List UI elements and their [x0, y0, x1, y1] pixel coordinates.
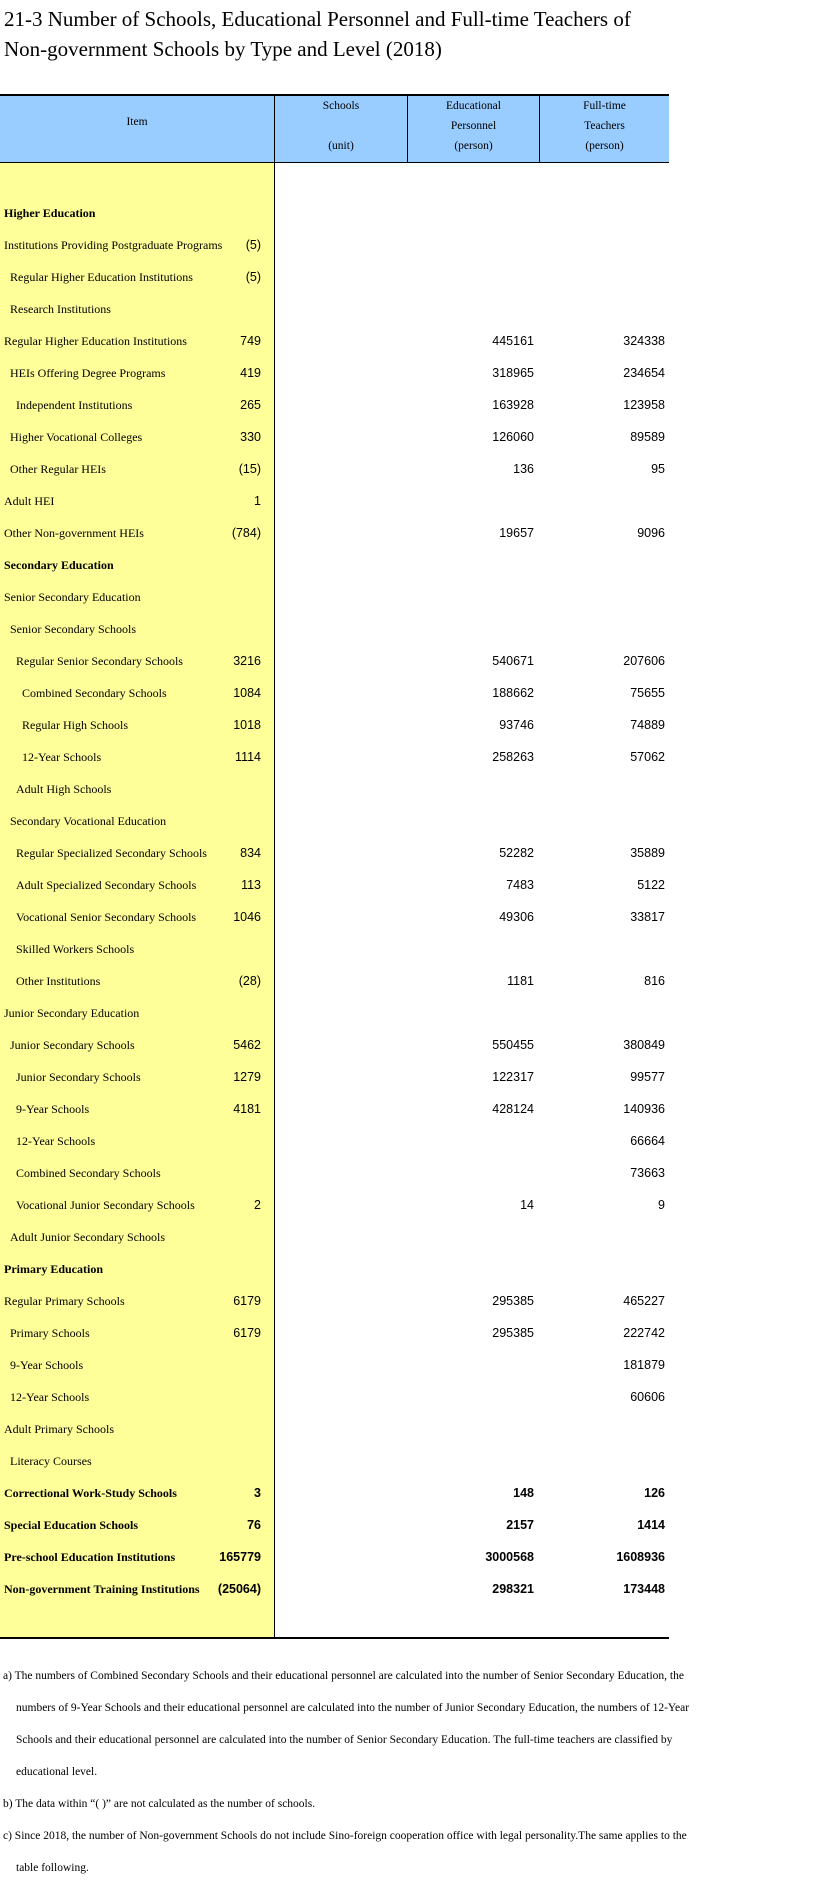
title-line-2: Non-government Schools by Type and Level (2018): [4, 37, 442, 61]
row-label: Adult HEI: [4, 494, 55, 508]
row-label: Other Regular HEIs: [10, 462, 106, 476]
table-row: [0, 453, 669, 485]
personnel-cell: 3000568: [485, 1550, 534, 1564]
table-row: [0, 421, 669, 453]
footnote-line: table following.: [16, 1862, 89, 1874]
header-schools-unit: (unit): [328, 140, 354, 152]
table-row: [0, 197, 669, 229]
header-teachers: [540, 96, 669, 162]
row-label: Secondary Education: [4, 558, 114, 572]
row-label: Vocational Junior Secondary Schools: [16, 1198, 195, 1212]
header-personnel-line-2: Personnel: [450, 120, 497, 132]
header-schools-line-1: Schools: [322, 100, 360, 112]
table-row: [0, 613, 669, 645]
personnel-cell: 19657: [499, 526, 534, 540]
table-bottom-rule: [0, 1637, 669, 1639]
header-item: [0, 96, 274, 162]
row-label: Correctional Work-Study Schools: [4, 1486, 177, 1500]
teachers-cell: 5122: [637, 878, 665, 892]
footnote: [0, 1788, 800, 1820]
teachers-cell: 207606: [623, 654, 665, 668]
row-label: Combined Secondary Schools: [22, 686, 167, 700]
teachers-cell: 324338: [623, 334, 665, 348]
row-label: Other Non-government HEIs: [4, 526, 144, 540]
schools-cell: 4181: [233, 1102, 261, 1116]
table-row: [0, 1221, 669, 1253]
personnel-cell: 428124: [492, 1102, 534, 1116]
personnel-cell: 52282: [499, 846, 534, 860]
row-label: Non-government Training Institutions: [4, 1582, 200, 1596]
schools-cell: (25064): [217, 1582, 261, 1596]
personnel-cell: 122317: [492, 1070, 534, 1084]
row-label: 12-Year Schools: [22, 750, 102, 764]
table-row: [0, 293, 669, 325]
header-teachers-line-1: Full-time: [583, 100, 626, 112]
row-label: Junior Secondary Schools: [16, 1070, 141, 1084]
row-label: 9-Year Schools: [16, 1102, 90, 1116]
footnote: [0, 1660, 800, 1788]
personnel-cell: 258263: [492, 750, 534, 764]
table-row: [0, 581, 669, 613]
row-label: Research Institutions: [10, 302, 111, 316]
teachers-cell: 1414: [637, 1518, 665, 1532]
personnel-cell: 188662: [492, 686, 534, 700]
row-label: Adult High Schools: [16, 782, 112, 796]
table-row: [0, 1061, 669, 1093]
row-label: Higher Education: [4, 206, 96, 220]
teachers-cell: 123958: [623, 398, 665, 412]
table-row: [0, 357, 669, 389]
table-row: [0, 965, 669, 997]
table-row: [0, 1189, 669, 1221]
personnel-cell: 49306: [499, 910, 534, 924]
personnel-cell: 1181: [507, 974, 534, 988]
teachers-cell: 173448: [623, 1582, 665, 1596]
schools-cell: 1084: [233, 686, 261, 700]
table-row: [0, 1029, 669, 1061]
row-label: Special Education Schools: [4, 1518, 139, 1532]
teachers-cell: 140936: [623, 1102, 665, 1116]
row-label: Senior Secondary Schools: [10, 622, 136, 636]
table-row: [0, 1317, 669, 1349]
schools-cell: (784): [231, 526, 261, 540]
schools-cell: 330: [240, 430, 261, 444]
personnel-cell: 318965: [492, 366, 534, 380]
header-divider-2: [407, 96, 408, 162]
row-label: HEIs Offering Degree Programs: [10, 366, 166, 380]
row-label: Junior Secondary Schools: [10, 1038, 135, 1052]
teachers-cell: 33817: [630, 910, 665, 924]
schools-cell: 834: [240, 846, 261, 860]
personnel-cell: 136: [513, 462, 534, 476]
table-row: [0, 1445, 669, 1477]
row-label: 12-Year Schools: [10, 1390, 90, 1404]
row-label: Regular Higher Education Institutions: [10, 270, 193, 284]
table-row: [0, 741, 669, 773]
personnel-cell: 93746: [499, 718, 534, 732]
header-divider-1: [274, 96, 275, 162]
teachers-cell: 816: [644, 974, 665, 988]
header-item-label: Item: [126, 116, 148, 128]
schools-cell: (5): [245, 238, 261, 252]
table-row: [0, 709, 669, 741]
schools-cell: (28): [238, 974, 261, 988]
footnote-line: b) The data within “( )” are not calculated as the number of schools.: [3, 1798, 316, 1810]
teachers-cell: 234654: [623, 366, 665, 380]
teachers-cell: 1608936: [616, 1550, 665, 1564]
personnel-cell: 295385: [492, 1326, 534, 1340]
table-row: [0, 1381, 669, 1413]
teachers-cell: 222742: [623, 1326, 665, 1340]
teachers-cell: 89589: [630, 430, 665, 444]
row-label: Institutions Providing Postgraduate Programs: [4, 238, 223, 252]
row-label: Pre-school Education Institutions: [4, 1550, 176, 1564]
row-label: 12-Year Schools: [16, 1134, 96, 1148]
schools-cell: 419: [240, 366, 261, 380]
schools-cell: 1: [254, 494, 261, 508]
table-row: [0, 1285, 669, 1317]
personnel-cell: 148: [513, 1486, 534, 1500]
row-label: Primary Education: [4, 1262, 103, 1276]
header-schools: [275, 96, 407, 162]
row-label: Regular Specialized Secondary Schools: [16, 846, 207, 860]
row-label: Primary Schools: [10, 1326, 90, 1340]
schools-cell: 3216: [233, 654, 261, 668]
schools-cell: 2: [254, 1198, 261, 1212]
teachers-cell: 73663: [630, 1166, 665, 1180]
schools-cell: 1018: [233, 718, 261, 732]
teachers-cell: 9: [658, 1198, 665, 1212]
row-label: Adult Junior Secondary Schools: [10, 1230, 165, 1244]
row-label: Combined Secondary Schools: [16, 1166, 161, 1180]
schools-cell: 113: [241, 878, 261, 892]
footnote-line: a) The numbers of Combined Secondary Schools and their educational personnel are calculated into the number of Senior Secondary Education, the: [3, 1670, 684, 1682]
table-row: [0, 517, 669, 549]
schools-cell: 5462: [233, 1038, 261, 1052]
table-row: [0, 325, 669, 357]
row-label: Regular Primary Schools: [4, 1294, 125, 1308]
teachers-cell: 75655: [630, 686, 665, 700]
teachers-cell: 74889: [630, 718, 665, 732]
schools-cell: 6179: [233, 1294, 261, 1308]
row-label: Senior Secondary Education: [4, 590, 141, 604]
table-row: [0, 549, 669, 581]
table-row: [0, 773, 669, 805]
table-row: [0, 1349, 669, 1381]
table-row: [0, 645, 669, 677]
table-row: [0, 805, 669, 837]
table-row: [0, 997, 669, 1029]
row-label: Regular Higher Education Institutions: [4, 334, 187, 348]
schools-cell: 76: [247, 1518, 261, 1532]
teachers-cell: 66664: [630, 1134, 665, 1148]
teachers-cell: 60606: [630, 1390, 665, 1404]
table-row: [0, 677, 669, 709]
schools-cell: 1046: [233, 910, 261, 924]
row-label: Skilled Workers Schools: [16, 942, 135, 956]
table-row: [0, 837, 669, 869]
schools-cell: (15): [238, 462, 261, 476]
teachers-cell: 99577: [630, 1070, 665, 1084]
schools-cell: (5): [245, 270, 261, 284]
row-label: Higher Vocational Colleges: [10, 430, 143, 444]
row-label: Literacy Courses: [10, 1454, 92, 1468]
personnel-cell: 550455: [492, 1038, 534, 1052]
page-title: [4, 4, 804, 64]
schools-cell: 1279: [233, 1070, 261, 1084]
personnel-cell: 295385: [492, 1294, 534, 1308]
table-row: [0, 901, 669, 933]
table-row: [0, 1477, 669, 1509]
footnote: [0, 1820, 800, 1884]
header-teachers-unit: (person): [585, 140, 624, 152]
personnel-cell: 445161: [492, 334, 534, 348]
row-label: Adult Specialized Secondary Schools: [16, 878, 197, 892]
teachers-cell: 380849: [623, 1038, 665, 1052]
personnel-cell: 2157: [506, 1518, 534, 1532]
table-row: [0, 1253, 669, 1285]
personnel-cell: 163928: [492, 398, 534, 412]
table-row: [0, 1413, 669, 1445]
header-divider-3: [539, 96, 540, 162]
table-row: [0, 1573, 669, 1605]
table-row: [0, 1157, 669, 1189]
row-label: Secondary Vocational Education: [10, 814, 167, 828]
teachers-cell: 181879: [623, 1358, 665, 1372]
table-row: [0, 933, 669, 965]
schools-cell: 6179: [233, 1326, 261, 1340]
footnote-line: Schools and their educational personnel are calculated into the number of Senior Secondary Education. The full-time teachers are classified by: [16, 1734, 673, 1746]
header-personnel-unit: (person): [454, 140, 493, 152]
personnel-cell: 126060: [492, 430, 534, 444]
row-label: Regular High Schools: [22, 718, 128, 732]
row-label: Junior Secondary Education: [4, 1006, 140, 1020]
schools-cell: 1114: [235, 750, 261, 764]
row-label: Other Institutions: [16, 974, 101, 988]
schools-cell: 265: [240, 398, 261, 412]
row-label: Vocational Senior Secondary Schools: [16, 910, 197, 924]
table-row: [0, 1093, 669, 1125]
teachers-cell: 95: [651, 462, 665, 476]
title-line-1: 21-3 Number of Schools, Educational Personnel and Full-time Teachers of: [4, 7, 631, 31]
personnel-cell: 7483: [506, 878, 534, 892]
row-label: Regular Senior Secondary Schools: [16, 654, 183, 668]
table-row: [0, 229, 669, 261]
teachers-cell: 126: [644, 1486, 665, 1500]
table-row: [0, 1509, 669, 1541]
schools-cell: 165779: [219, 1550, 261, 1564]
header-teachers-line-2: Teachers: [584, 120, 625, 132]
teachers-cell: 9096: [637, 526, 665, 540]
teachers-cell: 35889: [630, 846, 665, 860]
teachers-cell: 465227: [623, 1294, 665, 1308]
footnote-line: numbers of 9-Year Schools and their educational personnel are calculated into the number of Junior Secondary Education, the numbers of 12-Year: [16, 1702, 690, 1714]
schools-cell: 3: [254, 1486, 261, 1500]
footnote-line: c) Since 2018, the number of Non-government Schools do not include Sino-foreign cooperation office with legal personality.The same applies to the: [3, 1830, 687, 1842]
footnote-line: educational level.: [16, 1766, 98, 1778]
personnel-cell: 298321: [492, 1582, 534, 1596]
row-label: Independent Institutions: [16, 398, 133, 412]
table-row: [0, 389, 669, 421]
row-label: Adult Primary Schools: [4, 1422, 114, 1436]
schools-cell: 749: [240, 334, 261, 348]
personnel-cell: 14: [520, 1198, 534, 1212]
table-row: [0, 1541, 669, 1573]
personnel-cell: 540671: [492, 654, 534, 668]
teachers-cell: 57062: [630, 750, 665, 764]
table-row: [0, 485, 669, 517]
table-row: [0, 1125, 669, 1157]
table-row: [0, 869, 669, 901]
header-personnel: [408, 96, 539, 162]
table-row: [0, 261, 669, 293]
footnotes: [0, 1660, 800, 1884]
row-label: 9-Year Schools: [10, 1358, 84, 1372]
header-personnel-line-1: Educational: [446, 100, 501, 112]
table-header: [0, 96, 669, 162]
